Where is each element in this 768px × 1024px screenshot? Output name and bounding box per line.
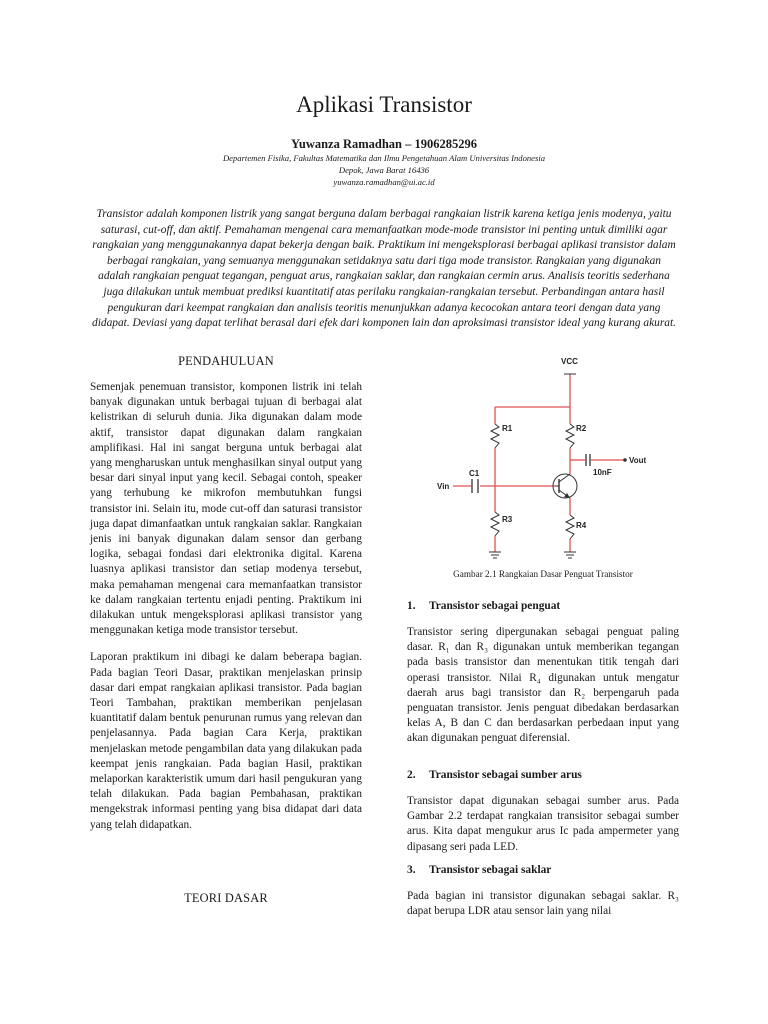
section-1-heading <box>407 600 560 612</box>
affiliation-city: Depok, Jawa Barat 16436 <box>338 165 430 175</box>
label-output-capacitor: 10nF <box>593 468 612 477</box>
author-line: Yuwanza Ramadhan – 1906285296 <box>290 137 478 151</box>
section-2-heading <box>407 769 582 781</box>
output-capacitor-icon <box>586 454 590 466</box>
circuit-wires <box>453 374 625 552</box>
section-2-title: Transistor sebagai sumber arus <box>429 769 582 781</box>
amplifier-circuit-svg <box>425 352 650 564</box>
affiliation-department: Departemen Fisika, Fakultas Matematika dan Ilmu Pengetahuan Alam Universitas Indonesia <box>222 153 546 163</box>
intro-paragraph-2: Laporan praktikum ini dibagi ke dalam beberapa bagian. Pada bagian Teori Dasar, praktikan menjelaskan prinsip dasar dari empat rangkaian aplikasi transistor. Pada bagian Teori Tambahan, praktikan memberikan penjelasan kuantitatif dalam bentuk penurunan rumus yang relevan dan penjelasannya. Pada bagian Cara Kerja, praktikan menjelaskan metode pengambilan data yang dilakukan pada keempat jenis rangkaian. Pada bagian Hasil, praktikan melaporkan karakteristik umum dari hasil pengukuran yang telah dilakukan. Pada bagian Pembahasan, praktikan mengekstrak informasi penting yang bisa didapat dari data yang telah didapatkan. <box>90 651 362 831</box>
r1-resistor-icon <box>491 424 499 448</box>
abstract: Transistor adalah komponen listrik yang sangat berguna dalam berbagai rangkaian listrik karena ketiga jenis modenya, yaitu saturasi, cut-off, dan aktif. Pemahaman mengenai cara memanfaatkan mode-mode transistor ini penting untuk dimiliki agar rangkaian yang menggunakannya dapat bekerja dengan baik. Praktikum ini mengeksplorasi berbagai aplikasi transistor dalam berbagai rangkaian, yang semuanya menggunakan setidaknya satu dari tiga mode transistor. Rangkaian yang digunakan adalah rangkaian penguat tegangan, penguat arus, rangkaian saklar, dan rangkaian cermin arus. Analisis teoritis sederhana juga dilakukan untuk membuat prediksi kuantitatif atas perilaku rangkaian-rangkaian tersebut. Perbandingan antara hasil pengukuran dari keempat rangkaian dan analisis teoritis menunjukkan adanya kecocokan antara teori dengan data yang didapat. Deviasi yang dapat terlihat berasal dari efek dari komponen lain dan aproksimasi transistor ideal yang kurang akurat. <box>92 208 676 330</box>
figure-caption: Gambar 2.1 Rangkaian Dasar Penguat Transistor <box>453 569 633 579</box>
paper-title: Aplikasi Transistor <box>296 92 472 117</box>
label-vout: Vout <box>629 456 647 465</box>
label-vin: Vin <box>437 482 450 491</box>
r2-resistor-icon <box>566 424 574 448</box>
section-3-number: 3. <box>407 864 416 876</box>
section-2-text: Transistor dapat digunakan sebagai sumber arus. Pada Gambar 2.2 terdapat rangkaian transisitor sebagai sumber arus. Kita dapat mengukur arus Ic pada ampermeter yang dipasang seri pada LED. <box>407 795 679 853</box>
heading-teori-dasar: TEORI DASAR <box>184 891 268 905</box>
section-1-title: Transistor sebagai penguat <box>429 600 561 612</box>
label-r1: R1 <box>502 424 513 433</box>
label-vcc: VCC <box>561 357 578 366</box>
c1-capacitor-icon <box>472 479 478 493</box>
label-c1: C1 <box>469 469 480 478</box>
ground-icons <box>489 552 576 558</box>
label-r3: R3 <box>502 515 513 524</box>
heading-pendahuluan: PENDAHULUAN <box>178 354 274 368</box>
transistor-icon <box>553 474 577 498</box>
r4-resistor-icon <box>566 515 574 539</box>
section-3-title: Transistor sebagai saklar <box>429 864 552 876</box>
circuit-diagram <box>425 352 650 564</box>
left-column-body <box>90 380 362 845</box>
section-3-heading <box>407 864 551 876</box>
section-1-number: 1. <box>407 600 416 612</box>
section-1-text: Transistor sering dipergunakan sebagai penguat paling dasar. R₁ dan R₃ digunakan untuk memberikan tegangan pada basis transistor dan menentukan titik tengah dari operasi transistor. Nilai R₄ digunakan untuk mengatur daerah arus bagi transistor dan R₂ berpengaruh pada penguatan transistor. Jenis penguat dibedakan berdasarkan kelas A, B dan C dan berdasarkan perbedaan input yang akan digunakan penguat diferensial. <box>407 626 679 745</box>
section-3-text: Pada bagian ini transistor digunakan sebagai saklar. R₃ dapat berupa LDR atau sensor lain yang nilai <box>407 890 679 918</box>
r3-resistor-icon <box>491 512 499 536</box>
intro-paragraph-1: Semenjak penemuan transistor, komponen listrik ini telah banyak digunakan untuk berbagai tujuan di berbagai alat kelistrikan di seluruh dunia. Jika digunakan dalam mode aktif, transistor dapat digunakan dalam rangkaian amplifikasi. Hal ini sangat berguna untuk berbagai alat yang mengharuskan untuk menghasilkan sinyal output yang besar dari sinyal input yang kecil. Sebagai contoh, speaker yang terhubung ke mikrofon membutuhkan fungsi transistor ini. Selain itu, mode cut-off dan saturasi transistor juga dapat dimanfaatkan untuk rangkaian saklar. Rangkaian jenis ini banyak digunakan dalam sensor dan gerbang logika, sebagai fondasi dari elektronika digital. Karena luasnya aplikasi transistor dan setiap modenya tersebut, maka pemahaman mengenai cara memanfaatkan transistor ke dalam rangkaian tertentu enjadi penting. Praktikum ini dilakukan untuk mengeksplorasi aplikasi transistor yang menggunakan ketiga mode transistor tersebut. <box>90 381 362 637</box>
affiliation-email: yuwanza.ramadhan@ui.ac.id <box>333 177 435 187</box>
label-r4: R4 <box>576 521 587 530</box>
label-r2: R2 <box>576 424 587 433</box>
section-2-number: 2. <box>407 769 416 781</box>
vout-terminal-icon <box>623 458 627 462</box>
